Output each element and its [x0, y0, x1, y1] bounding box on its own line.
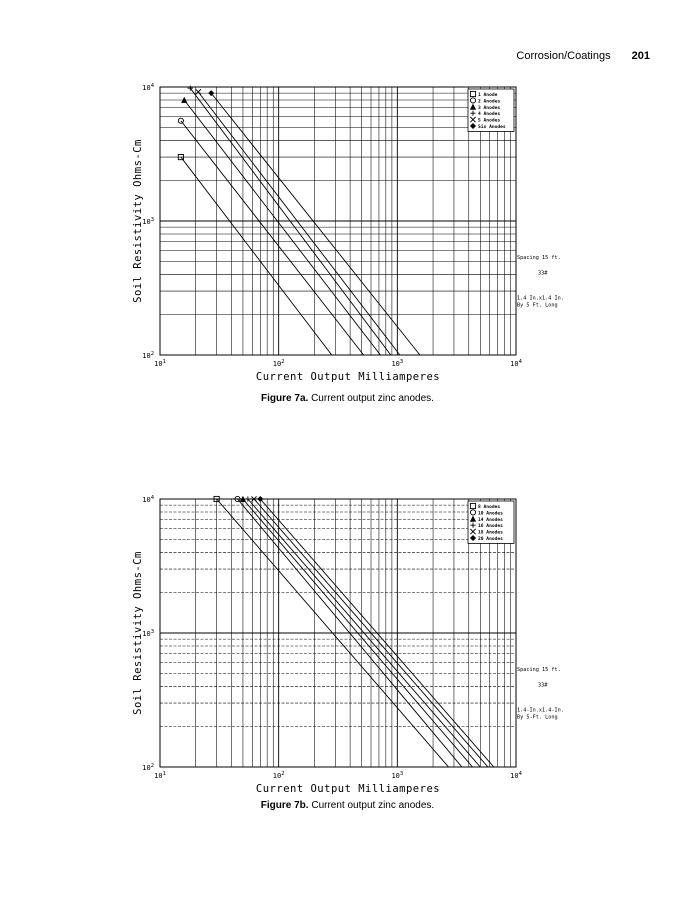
series-line: [181, 157, 332, 355]
x-axis-label: Current Output Milliamperes: [255, 783, 441, 795]
series-line: [198, 92, 400, 355]
grid-lines: [160, 87, 516, 355]
legend-entry: 5 Anodes: [478, 118, 501, 124]
legend-entry: 18 Anodes: [478, 530, 503, 536]
y-axis-label: Soil Resistivity Ohms-Cm: [132, 551, 144, 715]
y-tick-label: $10^4$: [142, 83, 154, 92]
y-tick-label: $10^3$: [142, 217, 154, 226]
x-tick-label: $10^4$: [510, 359, 522, 368]
legend-entry: 20 Anodes: [478, 537, 503, 542]
legend-entry: 10 Anodes: [478, 511, 503, 517]
legend-entry: 4 Anodes: [478, 112, 501, 118]
x-tick-label: $10^1$: [154, 359, 166, 368]
annotation-dimensions: 1.4-In.x1.4-In.: [517, 707, 564, 714]
section-title: Corrosion/Coatings: [516, 50, 611, 62]
annotation-size: 33#: [538, 682, 548, 689]
y-tick-label: $10^4$: [142, 495, 154, 504]
annotations: [517, 667, 564, 720]
x-tick-label: $10^1$: [154, 771, 166, 780]
legend-entry: 2 Anodes: [478, 99, 501, 105]
legend-entry: 3 Anodes: [478, 105, 501, 111]
figure-7b-caption-text: Current output zinc anodes.: [311, 800, 435, 811]
y-axis-label: Soil Resistivity Ohms-Cm: [132, 139, 144, 303]
figure-7a-caption-label: Figure 7a.: [261, 393, 309, 404]
annotation-dimensions: 1.4 In.x1.4 In.: [517, 295, 564, 302]
annotation-length: By 5-Ft. Long: [517, 714, 558, 721]
annotation-length: By 5 Ft. Long: [517, 302, 558, 309]
figure-7a-caption: [0, 393, 695, 404]
legend: [468, 501, 514, 543]
x-tick-label: $10^3$: [391, 771, 404, 780]
legend-entry: 16 Anodes: [478, 524, 503, 530]
y-tick-label: $10^3$: [142, 629, 154, 638]
legend-entry: Six Anodes: [478, 125, 506, 130]
y-tick-label: $10^2$: [142, 763, 154, 772]
figure-7b-caption-label: Figure 7b.: [260, 800, 309, 811]
legend-entry: 8 Anodes: [478, 505, 501, 510]
series-marker: [196, 89, 201, 94]
annotation-size: 33#: [538, 270, 548, 277]
annotation-spacing: Spacing 15 ft.: [517, 667, 561, 674]
legend: [468, 89, 514, 131]
figure-7b-caption: [0, 800, 695, 811]
tick-labels: [142, 495, 522, 780]
x-tick-label: $10^3$: [391, 359, 404, 368]
annotation-spacing: Spacing 15 ft.: [517, 255, 561, 262]
series-line: [211, 93, 420, 355]
x-tick-label: $10^2$: [272, 771, 285, 780]
page-number: 201: [631, 50, 650, 62]
series-line: [184, 100, 380, 355]
legend-entry: 14 Anodes: [478, 517, 503, 523]
x-tick-label: $10^4$: [510, 771, 522, 780]
figure-7a-chart: [0, 70, 695, 390]
figure-7b-chart: [0, 482, 695, 802]
tick-labels: [142, 83, 522, 368]
grid-lines: [160, 499, 516, 767]
x-axis-label: Current Output Milliamperes: [255, 371, 441, 383]
series-line: [181, 121, 364, 355]
figure-7a-caption-text: Current output zinc anodes.: [311, 393, 434, 404]
page-header: [0, 50, 650, 62]
annotations: [517, 255, 564, 308]
y-tick-label: $10^2$: [142, 351, 154, 360]
series-marker: [178, 118, 183, 123]
x-tick-label: $10^2$: [272, 359, 285, 368]
series-line: [190, 88, 390, 355]
legend-entry: 1 Anode: [478, 93, 498, 98]
